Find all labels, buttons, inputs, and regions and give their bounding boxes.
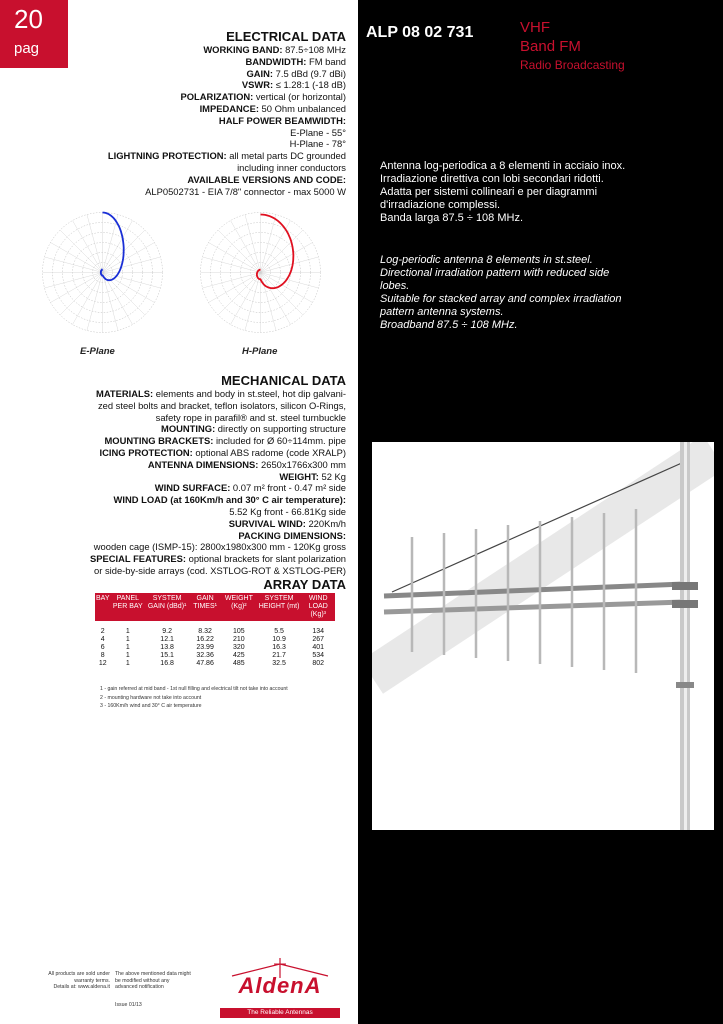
footer-line: All products are sold under bbox=[48, 971, 110, 977]
description-line: Suitable for stacked array and complex irradiation bbox=[380, 293, 622, 305]
spec-value: FM band bbox=[306, 55, 346, 67]
mechanical-data-section bbox=[0, 374, 346, 577]
array-data-table-wrap bbox=[95, 593, 335, 668]
h-plane-polar-chart bbox=[188, 210, 333, 335]
table-cell: 1 bbox=[125, 628, 130, 635]
spec-row bbox=[0, 459, 346, 471]
spec-row bbox=[0, 103, 346, 115]
table-cell: 10.9 bbox=[272, 636, 286, 643]
spec-row bbox=[0, 506, 346, 518]
table-header-cell: WEIGHT (Kg)² bbox=[221, 593, 257, 621]
spec-row bbox=[0, 400, 346, 412]
spec-key: POLARIZATION: bbox=[180, 91, 254, 103]
spec-row bbox=[0, 127, 346, 139]
table-row bbox=[95, 644, 335, 652]
h-plane-pattern bbox=[188, 210, 333, 335]
spec-row bbox=[0, 56, 346, 68]
polar-grid bbox=[43, 213, 163, 333]
footer-line: warranty terms. bbox=[74, 977, 110, 984]
description-line: lobes. bbox=[380, 280, 410, 292]
table-cell: 534 bbox=[312, 652, 325, 659]
electrical-data-section bbox=[0, 30, 346, 197]
footnote: 3 - 160Km/h wind and 30° C air temperature bbox=[100, 703, 202, 709]
electrical-data-list bbox=[0, 44, 346, 197]
spec-value: elements and body in st.steel, hot dip galvani- bbox=[153, 388, 346, 399]
description-line: Irradiazione direttiva con lobi secondari ridotti. bbox=[380, 173, 604, 185]
table-cell: 16.22 bbox=[196, 636, 214, 643]
table-cell: 13.8 bbox=[160, 644, 174, 651]
spec-key: VSWR: bbox=[241, 79, 274, 91]
table-cell: 1 bbox=[125, 644, 130, 651]
spec-row bbox=[0, 174, 346, 186]
table-cell: 1 bbox=[125, 636, 130, 643]
radiation-pattern-curve bbox=[257, 215, 294, 289]
spec-row bbox=[0, 412, 346, 424]
table-cell: 12.1 bbox=[160, 636, 174, 643]
spec-value: ALP0502731 - EIA 7/8" connector - max 5000 W bbox=[145, 185, 346, 197]
table-header-cell: GAIN TIMES¹ bbox=[189, 593, 221, 621]
table-cell: 134 bbox=[312, 628, 325, 635]
description-line: Banda larga 87.5 ÷ 108 MHz. bbox=[380, 212, 524, 224]
spec-key: MOUNTING BRACKETS: bbox=[104, 435, 214, 447]
table-cell: 1 bbox=[125, 652, 130, 659]
spec-row bbox=[0, 79, 346, 91]
spec-value: optional ABS radome (code XRALP) bbox=[192, 446, 346, 458]
spec-value: 7.5 dBd (9.7 dBi) bbox=[273, 67, 346, 79]
spec-key: LIGHTNING PROTECTION: bbox=[107, 150, 227, 162]
array-data-title: ARRAY DATA bbox=[263, 577, 346, 592]
spec-key: HALF POWER BEAMWIDTH: bbox=[218, 114, 346, 126]
spec-value: H-Plane - 78° bbox=[289, 138, 346, 150]
table-header-cell: BAY bbox=[95, 593, 111, 621]
spec-row bbox=[0, 447, 346, 459]
antenna-illustration bbox=[372, 442, 714, 830]
footnote: 1 - gain referred at mid band - 1st null filling and electrical tilt not take into account bbox=[100, 686, 288, 692]
e-plane-pattern bbox=[30, 210, 175, 335]
spec-key: MATERIALS: bbox=[96, 388, 154, 399]
spec-value: directly on supporting structure bbox=[215, 423, 346, 435]
spec-key: AVAILABLE VERSIONS AND CODE: bbox=[187, 173, 346, 185]
h-plane-label: H-Plane bbox=[242, 346, 278, 357]
spec-value: safety rope in parafil® and st. steel turnbuckle bbox=[155, 411, 346, 423]
footer-line: advanced notification bbox=[115, 984, 164, 990]
table-cell: 802 bbox=[312, 660, 325, 667]
array-data-table bbox=[95, 593, 335, 668]
table-cell: 425 bbox=[233, 652, 245, 659]
spec-key: WIND LOAD (at 160Km/h and 30° C air temperature): bbox=[113, 494, 346, 506]
table-cell: 15.1 bbox=[160, 652, 174, 659]
spec-value: ≤ 1.28:1 (-18 dB) bbox=[273, 79, 346, 91]
table-cell: 23.99 bbox=[196, 644, 214, 651]
description-line: Log-periodic antenna 8 elements in st.steel. bbox=[380, 254, 593, 266]
description-line: Broadband 87.5 ÷ 108 MHz. bbox=[380, 319, 518, 331]
spec-key: IMPEDANCE: bbox=[199, 102, 259, 114]
spec-value: 52 Kg bbox=[318, 470, 346, 482]
e-plane-polar-chart bbox=[30, 210, 175, 335]
table-header-cell: SYSTEM GAIN (dBd)¹ bbox=[145, 593, 189, 621]
table-cell: 1 bbox=[125, 660, 130, 667]
spec-value: 220Km/h bbox=[305, 517, 346, 529]
antenna-photo bbox=[372, 442, 714, 830]
spec-row bbox=[0, 553, 346, 565]
description-italian bbox=[380, 160, 710, 225]
table-cell: 32.5 bbox=[272, 660, 286, 667]
spec-value: all metal parts DC grounded bbox=[226, 150, 346, 162]
description-line: Directional irradiation pattern with reduced side bbox=[380, 267, 610, 279]
band-line-1: VHF bbox=[520, 19, 550, 36]
logo-wordmark: AldenA bbox=[238, 973, 322, 998]
spec-row bbox=[0, 162, 346, 174]
spec-row bbox=[0, 44, 346, 56]
table-cell: 4 bbox=[100, 636, 105, 643]
spec-key: BANDWIDTH: bbox=[245, 55, 307, 67]
table-cell: 32.36 bbox=[196, 652, 214, 659]
spec-row bbox=[0, 541, 346, 553]
spec-key: WEIGHT: bbox=[279, 470, 319, 482]
footer-line: The above mentioned data might bbox=[115, 971, 191, 977]
table-cell: 16.3 bbox=[272, 644, 286, 651]
table-cell: 8 bbox=[100, 652, 105, 659]
array-footnotes bbox=[100, 685, 288, 711]
table-header-row bbox=[95, 593, 335, 621]
spec-key: SPECIAL FEATURES: bbox=[90, 553, 187, 565]
spec-value: included for Ø 60÷114mm. pipe bbox=[213, 435, 346, 447]
description-line: Antenna log-periodica a 8 elementi in acciaio inox. bbox=[380, 160, 626, 172]
table-cell: 8.32 bbox=[198, 628, 212, 635]
spec-row bbox=[0, 494, 346, 506]
page-label: pag bbox=[14, 40, 40, 57]
table-cell: 485 bbox=[233, 660, 245, 667]
spec-row bbox=[0, 186, 346, 198]
table-row bbox=[95, 660, 335, 668]
logo-tagline: The Reliable Antennas bbox=[220, 1008, 340, 1018]
spec-key: WORKING BAND: bbox=[203, 44, 283, 55]
spec-value: or side-by-side arrays (cod. XSTLOG-ROT & XSTLOG-PER) bbox=[94, 564, 346, 576]
spec-key: ICING PROTECTION: bbox=[99, 446, 193, 458]
band-title bbox=[520, 18, 625, 75]
page-number: 20 bbox=[14, 4, 43, 34]
table-cell: 267 bbox=[312, 636, 325, 643]
spec-row bbox=[0, 482, 346, 494]
table-cell: 16.8 bbox=[160, 660, 174, 667]
description-line: d'irradiazione complessi. bbox=[380, 199, 501, 211]
table-cell: 2 bbox=[100, 628, 105, 635]
table-cell: 320 bbox=[233, 644, 245, 651]
issue-number: Issue 01/13 bbox=[115, 1002, 142, 1008]
spec-value: zed steel bolts and bracket, teflon isolators, silicon O-Rings, bbox=[97, 399, 346, 411]
footer-line: Details at: www.aldena.it bbox=[53, 984, 110, 990]
e-plane-label: E-Plane bbox=[80, 346, 115, 357]
spec-value: including inner conductors bbox=[237, 161, 346, 173]
spec-row bbox=[0, 91, 346, 103]
table-cell: 21.7 bbox=[272, 652, 286, 659]
mechanical-data-title: MECHANICAL DATA bbox=[221, 373, 346, 388]
table-cell: 5.5 bbox=[274, 628, 284, 635]
spec-row bbox=[0, 68, 346, 80]
product-code: ALP 08 02 731 bbox=[366, 24, 474, 41]
spec-row bbox=[0, 150, 346, 162]
warranty-note bbox=[30, 971, 110, 991]
mechanical-data-list bbox=[0, 388, 346, 577]
table-row bbox=[95, 628, 335, 636]
description-english bbox=[380, 254, 710, 332]
spec-row bbox=[0, 565, 346, 577]
description-line: Adatta per sistemi collineari e per diagrammi bbox=[380, 186, 598, 198]
spec-row bbox=[0, 471, 346, 483]
spec-key: SURVIVAL WIND: bbox=[228, 517, 306, 529]
table-header-cell: WIND LOAD (Kg)³ bbox=[301, 593, 335, 621]
spec-key: MOUNTING: bbox=[161, 423, 216, 435]
spec-row bbox=[0, 423, 346, 435]
spec-value: 0.07 m² front - 0.47 m² side bbox=[230, 482, 346, 494]
notice-note bbox=[115, 971, 205, 991]
footnote: 2 - mounting hardware not take into account bbox=[100, 694, 202, 701]
spec-value: vertical (or horizontal) bbox=[253, 91, 346, 103]
spec-key: ANTENNA DIMENSIONS: bbox=[147, 458, 259, 470]
table-cell: 9.2 bbox=[162, 628, 172, 635]
spec-key: PACKING DIMENSIONS: bbox=[238, 529, 346, 541]
spec-value: 2650x1766x300 mm bbox=[258, 458, 346, 470]
spec-row bbox=[0, 530, 346, 542]
aldena-logo bbox=[218, 958, 342, 1020]
table-cell: 105 bbox=[233, 628, 245, 635]
spec-key: GAIN: bbox=[246, 67, 274, 79]
footer-line: be modified without any bbox=[115, 977, 170, 984]
spec-value: 5.52 Kg front - 66.81Kg side bbox=[229, 505, 346, 517]
polar-grid bbox=[201, 213, 321, 333]
spec-value: optional brackets for slant polarization bbox=[186, 553, 346, 565]
spec-value: wooden cage (ISMP-15): 2800x1980x300 mm - 120Kg gross bbox=[93, 541, 346, 553]
spec-row bbox=[0, 435, 346, 447]
table-row bbox=[95, 652, 335, 660]
table-header-cell: SYSTEM HEIGHT (mt) bbox=[257, 593, 302, 621]
spec-row bbox=[0, 115, 346, 127]
table-cell: 401 bbox=[312, 644, 325, 651]
spec-value: E-Plane - 55° bbox=[290, 126, 346, 138]
table-body bbox=[95, 621, 335, 668]
band-subtitle: Radio Broadcasting bbox=[520, 58, 625, 72]
spec-row bbox=[0, 138, 346, 150]
table-header-cell: PANEL PER BAY bbox=[111, 593, 146, 621]
spec-value: 50 Ohm unbalanced bbox=[258, 102, 346, 114]
table-row bbox=[95, 636, 335, 644]
table-cell: 47.86 bbox=[196, 660, 214, 667]
table-cell: 6 bbox=[100, 644, 105, 651]
spec-value: 87.5÷108 MHz bbox=[282, 44, 346, 55]
spec-key: WIND SURFACE: bbox=[154, 482, 231, 494]
electrical-data-title: ELECTRICAL DATA bbox=[226, 29, 346, 44]
spec-row bbox=[0, 388, 346, 400]
table-cell: 12 bbox=[98, 660, 107, 667]
band-line-2: Band FM bbox=[520, 38, 581, 55]
description-line: pattern antenna systems. bbox=[380, 306, 504, 318]
table-cell: 210 bbox=[233, 636, 245, 643]
spec-row bbox=[0, 518, 346, 530]
